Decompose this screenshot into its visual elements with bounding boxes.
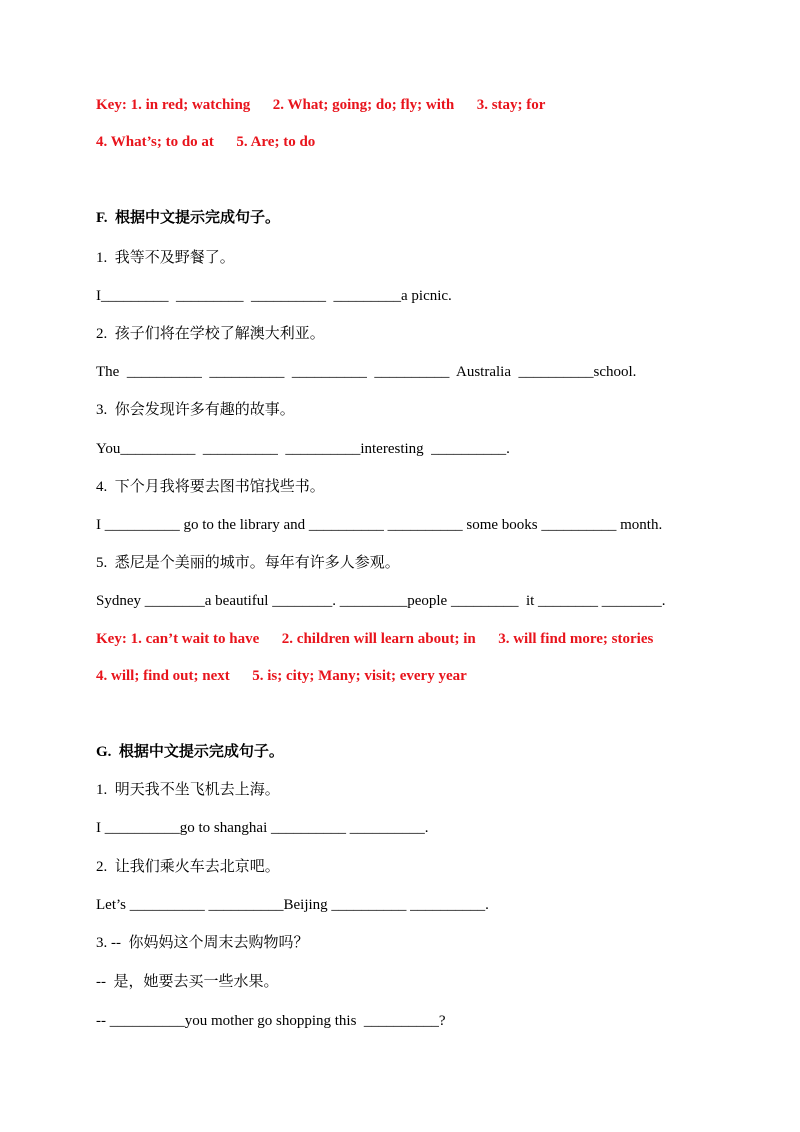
g-q3-answer-prompt: -- 是，她要去买一些水果。 (96, 974, 279, 990)
g-q1-sentence: I __________go to shanghai __________ __________. (96, 820, 429, 836)
f-q1-sentence: I_________ _________ __________ _________a picnic. (96, 288, 452, 304)
answer-key-e-line-1: Key: 1. in red; watching 2. What; going; do; fly; with 3. stay; for (96, 97, 546, 113)
f-q5-sentence: Sydney ________a beautiful ________. _________people _________ it ________ ________. (96, 593, 666, 609)
f-q4-prompt: 4. 下个月我将要去图书馆找些书。 (96, 479, 325, 495)
f-q3-prompt: 3. 你会发现许多有趣的故事。 (96, 402, 295, 418)
section-f-heading: F. 根据中文提示完成句子。 (96, 210, 281, 226)
g-q2-prompt: 2. 让我们乘火车去北京吧。 (96, 859, 280, 875)
section-g-heading: G. 根据中文提示完成句子。 (96, 744, 284, 760)
g-q3-prompt: 3. -- 你妈妈这个周末去购物吗？ (96, 935, 309, 951)
f-q5-prompt: 5. 悉尼是个美丽的城市。每年有许多人参观。 (96, 555, 400, 571)
g-q2-sentence: Let’s __________ __________Beijing __________ __________. (96, 897, 489, 913)
f-q3-sentence: You__________ __________ __________interesting __________. (96, 441, 510, 457)
g-q3-sentence: -- __________you mother go shopping this __________? (96, 1013, 446, 1029)
g-q1-prompt: 1. 明天我不坐飞机去上海。 (96, 782, 280, 798)
f-q2-sentence: The __________ __________ __________ __________ Australia __________school. (96, 364, 637, 380)
answer-key-f-line-2: 4. will; find out; next 5. is; city; Many; visit; every year (96, 668, 467, 684)
answer-key-f-line-1: Key: 1. can’t wait to have 2. children will learn about; in 3. will find more; stories (96, 631, 654, 647)
answer-key-e-line-2: 4. What’s; to do at 5. Are; to do (96, 134, 316, 150)
f-q4-sentence: I __________ go to the library and __________ __________ some books __________ month. (96, 517, 663, 533)
f-q2-prompt: 2. 孩子们将在学校了解澳大利亚。 (96, 326, 325, 342)
f-q1-prompt: 1. 我等不及野餐了。 (96, 250, 235, 266)
